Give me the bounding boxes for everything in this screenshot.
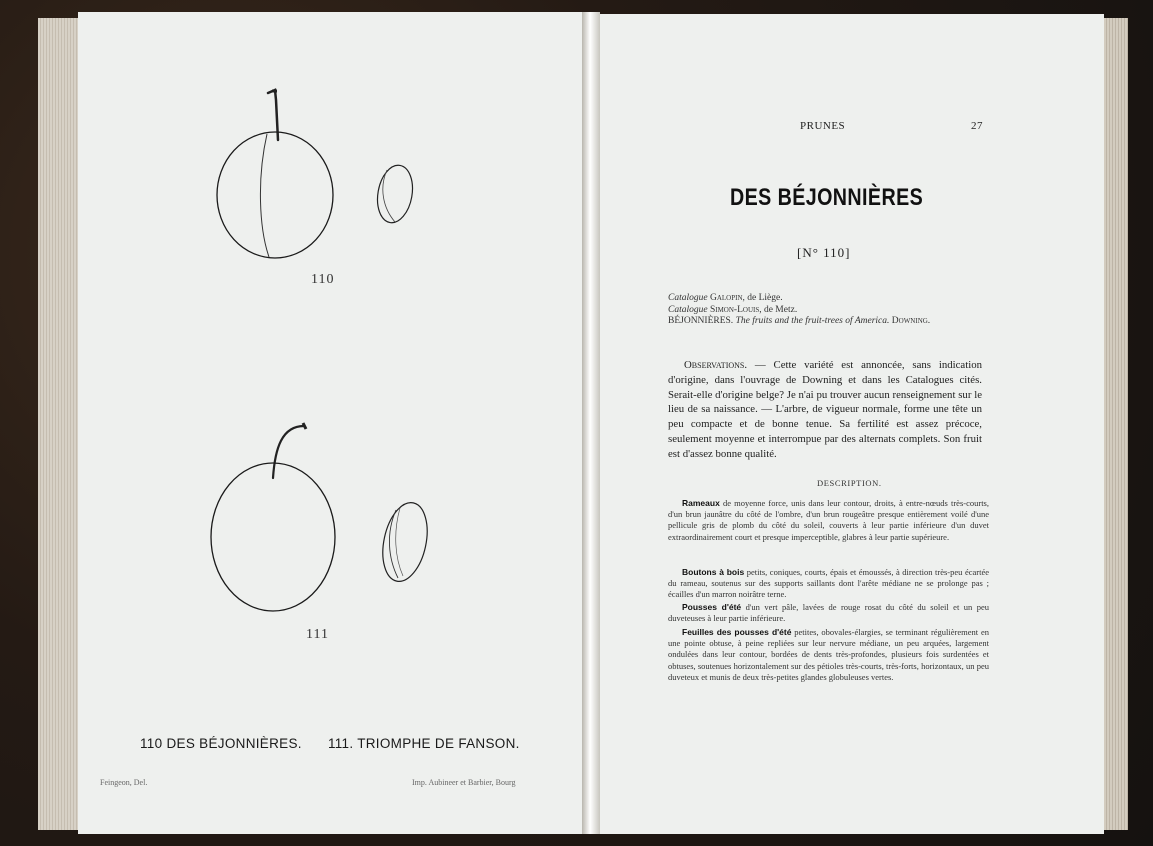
reference-line: Catalogue Simon-Louis, de Metz. xyxy=(668,304,798,315)
book-gutter xyxy=(582,12,600,834)
caption-110: 110 DES BÉJONNIÈRES. xyxy=(140,736,302,751)
figure-number-110: 110 xyxy=(311,272,335,287)
running-head: PRUNES xyxy=(800,120,846,132)
left-page-edges xyxy=(38,18,80,830)
page-number: 27 xyxy=(971,120,983,132)
references xyxy=(668,293,978,328)
description-paragraph: Boutons à bois petits, coniques, courts, épais et émoussés, à direction très-peu écartée du rameau, soutenus sur des supports saillants dont l'arête médiane ne se prolonge pas ; écailles d'un marron noirâtre terne. xyxy=(668,567,990,600)
description-paragraph: Pousses d'été d'un vert pâle, lavées de rouge rosat du côté du soleil et un peu duveteuses à leur partie inférieure. xyxy=(668,602,989,624)
page-title: DES BÉJONNIÈRES xyxy=(730,184,924,211)
observations-paragraph: Observations. — Cette variété est annoncée, sans indication d'origine, dans l'ouvrage de Downing et dans les Catalogues cités. Serait-elle d'origine belge? Je n'ai pu trouver aucun renseignement sur le lieu de sa naissance. — L'arbre, de vigueur normale, forme une tête un peu compacte et de bonne tenue. Sa fertilité est assez précoce, seulement moyenne et interrompue par des alternats complets. Son fruit est d'assez bonne qualité. xyxy=(668,359,982,460)
description-heading: DESCRIPTION. xyxy=(817,478,882,488)
plum-illustration-111 xyxy=(200,418,440,618)
plum-illustration-110 xyxy=(205,88,435,273)
caption-111: 111. TRIOMPHE DE FANSON. xyxy=(327,736,520,751)
description-paragraph: Rameaux de moyenne force, unis dans leur contour, droits, à entre-nœuds très-courts, d'un brun jaunâtre du côté de l'ombre, d'un brun rougeâtre presque entièrement voilé d'une pellicule gris de plomb du côté du soleil, couverts à leur partie inférieure d'un duvet extraordinairement court et presque imperceptible, glabres à leur partie supérieure. xyxy=(668,498,989,542)
variety-number: [N° 110] xyxy=(797,245,851,260)
plate-caption xyxy=(140,736,520,751)
credit-artist: Feingeon, Del. xyxy=(100,778,148,787)
figure-number-111: 111 xyxy=(306,627,329,642)
right-page-edges xyxy=(1104,18,1128,830)
credit-printer: Imp. Aubineer et Barbier, Bourg xyxy=(412,778,516,787)
description-paragraph: Feuilles des pousses d'été petites, obovales-élargies, se terminant régulièrement en une pointe obtuse, à peine repliées sur leur nervure médiane, un peu arquées, largement ondulées dans leur contour, bordées de dents très-profondes, plusieurs fois surdentées et obtuses, soutenues horizontalement sur des pétioles très-courts, très-forts, horizontaux, un peu duveteux et munis de deux très-petites glandes globuleuses vertes. xyxy=(668,627,989,682)
reference-line: BÉJONNIÈRES. The fruits and the fruit-trees of America. Downing. xyxy=(668,316,931,326)
reference-line: Catalogue Galopin, de Liège. xyxy=(668,293,783,303)
